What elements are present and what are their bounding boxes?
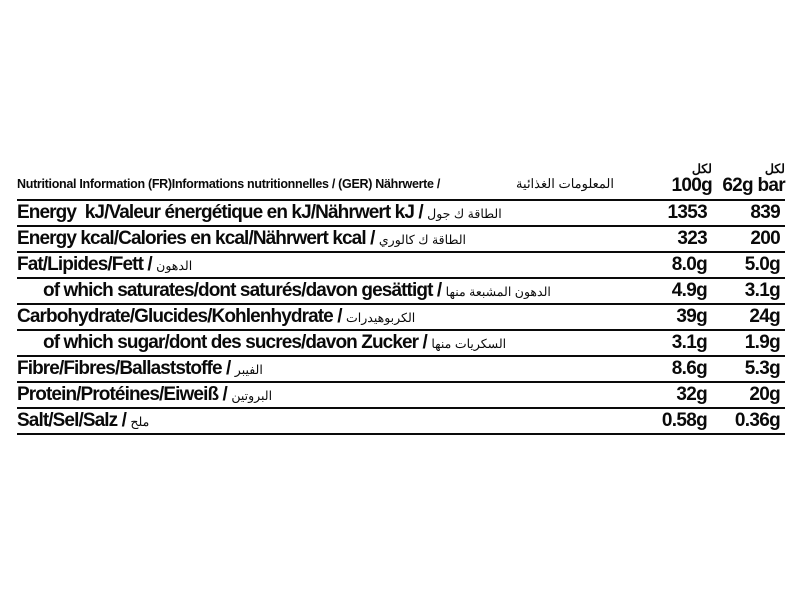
- table-row-fibre: [17, 357, 785, 383]
- value-per-100g: 32g: [676, 384, 707, 405]
- row-label: [17, 358, 617, 380]
- table-row-saturates: [17, 279, 785, 305]
- column-header-per-bar: [712, 163, 785, 199]
- table-row-sugar: [17, 331, 785, 357]
- column-header-100g-label: 100g: [671, 174, 712, 196]
- row-label-latin: Carbohydrate/Glucides/Kohlenhydrate /: [17, 306, 346, 327]
- table-title-arabic: المعلومات الغذائية: [516, 176, 614, 191]
- table-row-energy-kj: [17, 201, 785, 227]
- row-label-latin: Energy kcal/Calories en kcal/Nährwert kcal /: [17, 228, 379, 249]
- row-label: [17, 410, 617, 432]
- column-header-bar-label: 62g bar: [722, 174, 785, 196]
- row-label-latin: Salt/Sel/Salz /: [17, 410, 131, 431]
- nutrition-table: [17, 154, 785, 435]
- row-label-latin: Protein/Protéines/Eiweiß /: [17, 384, 232, 405]
- row-label: [17, 332, 617, 354]
- row-label: [17, 384, 617, 406]
- value-per-100g: 39g: [676, 306, 707, 327]
- value-per-100g: 3.1g: [671, 332, 707, 353]
- row-label: [17, 228, 617, 250]
- per-label-arabic: لكل: [764, 161, 785, 176]
- table-row-carbohydrate: [17, 305, 785, 331]
- value-per-bar: 5.3g: [744, 358, 780, 379]
- column-header-per-100g: [622, 163, 712, 199]
- row-label-latin: of which sugar/dont des sucres/davon Zucker /: [43, 332, 432, 353]
- row-label-arabic: السكريات منها: [431, 337, 507, 351]
- table-title-latin: Nutritional Information (FR)Informations nutritionnelles / (GER) Nährwerte /: [17, 177, 441, 191]
- table-header-row: [17, 154, 785, 201]
- table-row-protein: [17, 383, 785, 409]
- table-title: [17, 176, 622, 199]
- value-per-100g: 0.58g: [661, 410, 707, 431]
- value-per-100g: 1353: [667, 202, 707, 223]
- row-label-latin: Fibre/Fibres/Ballaststoffe /: [17, 358, 235, 379]
- row-label: [17, 254, 617, 276]
- row-label: [17, 202, 617, 224]
- row-label-arabic: الكربوهيدرات: [346, 311, 416, 325]
- row-label-arabic: الطاقة ك كالوري: [378, 233, 466, 247]
- value-per-bar: 5.0g: [744, 254, 780, 275]
- row-label-latin: Fat/Lipides/Fett /: [17, 254, 157, 275]
- row-label-latin: Energy kJ/Valeur énergétique en kJ/Nährwert kJ /: [17, 202, 428, 223]
- per-label-arabic: لكل: [691, 161, 712, 176]
- value-per-bar: 0.36g: [734, 410, 780, 431]
- row-label: [17, 306, 617, 328]
- row-label-latin: of which saturates/dont saturés/davon gesättigt /: [43, 280, 446, 301]
- row-label-arabic: البروتين: [231, 389, 273, 403]
- value-per-100g: 8.6g: [671, 358, 707, 379]
- value-per-100g: 4.9g: [671, 280, 707, 301]
- value-per-bar: 20g: [749, 384, 780, 405]
- table-row-fat: [17, 253, 785, 279]
- value-per-100g: 8.0g: [671, 254, 707, 275]
- row-label-arabic: الدهون المشبعة منها: [445, 285, 551, 299]
- table-row-energy-kcal: [17, 227, 785, 253]
- value-per-100g: 323: [677, 228, 707, 249]
- table-row-salt: [17, 409, 785, 435]
- value-per-bar: 200: [750, 228, 780, 249]
- value-per-bar: 839: [750, 202, 780, 223]
- row-label-arabic: الفيبر: [234, 363, 263, 377]
- row-label-arabic: الطاقة ك جول: [427, 207, 502, 221]
- row-label-arabic: ملح: [130, 415, 150, 429]
- value-per-bar: 3.1g: [744, 280, 780, 301]
- row-label-arabic: الدهون: [156, 259, 193, 273]
- value-per-bar: 1.9g: [744, 332, 780, 353]
- value-per-bar: 24g: [749, 306, 780, 327]
- row-label: [17, 280, 617, 302]
